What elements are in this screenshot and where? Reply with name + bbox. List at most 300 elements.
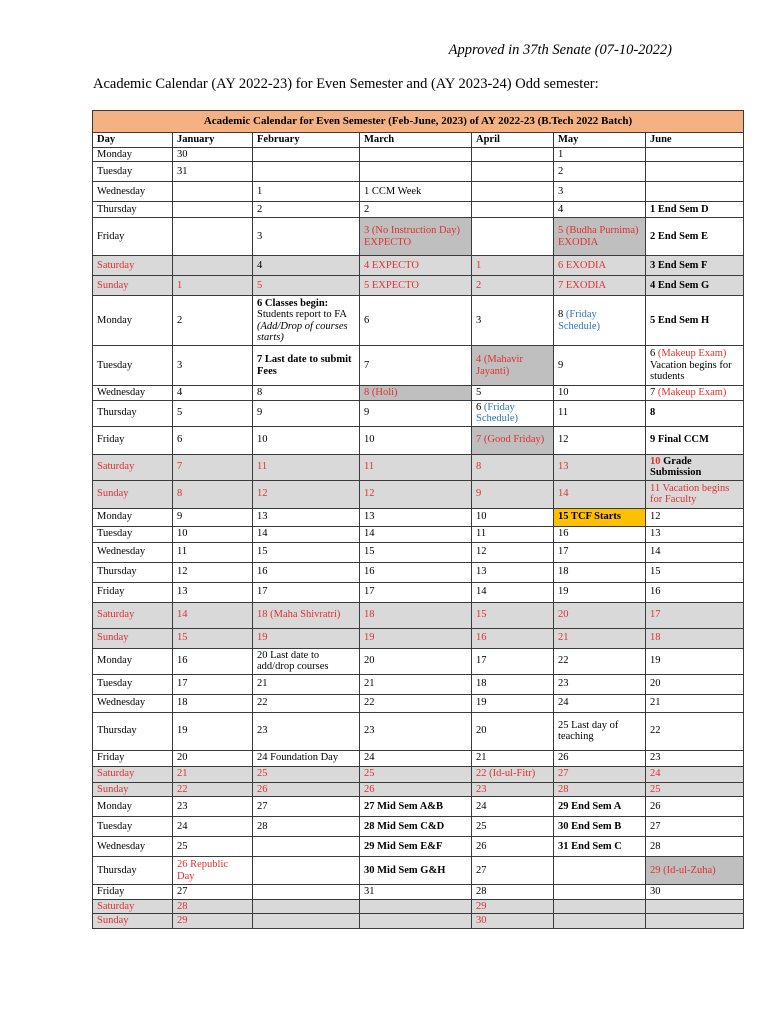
march-cell: 12 [360,480,472,508]
header-day: Day [93,133,173,148]
may-cell: 14 [554,480,646,508]
june-cell: 5 End Sem H [646,296,744,346]
march-cell: 16 [360,562,472,582]
june-cell [646,147,744,162]
february-cell: 16 [253,562,360,582]
day-cell: Sunday [93,782,173,797]
april-cell: 12 [472,542,554,562]
june-cell: 28 [646,837,744,857]
january-cell: 13 [173,582,253,602]
february-cell: 21 [253,674,360,694]
calendar-row [93,256,744,276]
entry-note: (Makeup Exam) [657,387,727,398]
january-cell [173,202,253,218]
january-cell: 15 [173,628,253,648]
march-cell [360,147,472,162]
march-cell: 27 Mid Sem A&B [360,797,472,817]
february-cell: 23 [253,712,360,750]
april-cell: 10 [472,508,554,526]
april-cell [472,218,554,256]
march-cell: 3 (No Instruction Day) EXPECTO [360,218,472,256]
entry-number: 6 [257,297,263,309]
june-cell: 25 [646,782,744,797]
january-cell: 10 [173,526,253,542]
entry-note: (Friday Schedule) [476,401,518,424]
calendar-row [93,562,744,582]
april-cell: 21 [472,750,554,766]
calendar-row [93,400,744,426]
entry-text: Vacation begins for students [650,359,732,383]
calendar-row [93,602,744,628]
calendar-row [93,914,744,929]
day-cell: Tuesday [93,817,173,837]
day-cell: Wednesday [93,542,173,562]
march-cell: 18 [360,602,472,628]
march-cell: 21 [360,674,472,694]
january-cell: 1 [173,276,253,296]
june-cell: 2 End Sem E [646,218,744,256]
calendar-row [93,782,744,797]
march-cell: 8 (Holi) [360,386,472,401]
april-cell: 19 [472,694,554,712]
may-cell: 3 [554,182,646,202]
day-cell: Saturday [93,454,173,480]
june-cell: 8 [646,400,744,426]
may-cell: 17 [554,542,646,562]
day-cell: Friday [93,218,173,256]
april-cell: 26 [472,837,554,857]
day-cell: Thursday [93,562,173,582]
april-cell: 2 [472,276,554,296]
day-cell: Saturday [93,899,173,914]
april-cell: 5 [472,386,554,401]
may-cell [554,296,646,346]
june-cell: 19 [646,648,744,674]
february-cell [253,914,360,929]
calendar-row [93,346,744,386]
june-cell: 16 [646,582,744,602]
day-cell: Sunday [93,276,173,296]
may-cell: 6 EXODIA [554,256,646,276]
march-cell: 4 EXPECTO [360,256,472,276]
entry-number: 7 [650,387,656,398]
may-cell: 26 [554,750,646,766]
march-cell: 15 [360,542,472,562]
april-cell: 16 [472,628,554,648]
june-cell: 12 [646,508,744,526]
february-cell [253,837,360,857]
calendar-row [93,202,744,218]
april-cell: 7 (Good Friday) [472,426,554,454]
june-cell: 1 End Sem D [646,202,744,218]
entry-title: Grade Submission [650,455,702,478]
calendar-row [93,674,744,694]
january-cell: 14 [173,602,253,628]
april-cell [472,147,554,162]
calendar-row [93,454,744,480]
january-cell: 5 [173,400,253,426]
calendar-row [93,296,744,346]
march-cell: 2 [360,202,472,218]
january-cell: 24 [173,817,253,837]
may-cell: 21 [554,628,646,648]
entry-number: 10 [650,455,661,467]
may-cell: 23 [554,674,646,694]
june-cell [646,182,744,202]
june-cell: 14 [646,542,744,562]
march-cell: 29 Mid Sem E&F [360,837,472,857]
june-cell: 18 [646,628,744,648]
february-cell [253,857,360,885]
may-cell: 2 [554,162,646,182]
april-cell [472,202,554,218]
april-cell: 28 [472,885,554,900]
february-cell: 4 [253,256,360,276]
day-cell: Friday [93,885,173,900]
march-cell: 26 [360,782,472,797]
february-cell: 1 [253,182,360,202]
march-cell: 23 [360,712,472,750]
april-cell: 11 [472,526,554,542]
june-cell: 3 End Sem F [646,256,744,276]
day-cell: Tuesday [93,162,173,182]
january-cell [173,218,253,256]
january-cell: 2 [173,296,253,346]
february-cell: 18 (Maha Shivratri) [253,602,360,628]
header-february: February [253,133,360,148]
header-march: March [360,133,472,148]
january-cell: 25 [173,837,253,857]
june-cell: 17 [646,602,744,628]
day-cell: Sunday [93,914,173,929]
may-cell: 29 End Sem A [554,797,646,817]
april-cell: 24 [472,797,554,817]
may-cell [554,914,646,929]
calendar-row [93,857,744,885]
may-cell: 1 [554,147,646,162]
june-cell [646,386,744,401]
entry-number: 8 [558,309,564,320]
february-cell: 20 Last date to add/drop courses [253,648,360,674]
may-cell: 12 [554,426,646,454]
calendar-row [93,712,744,750]
january-cell [173,182,253,202]
march-cell: 30 Mid Sem G&H [360,857,472,885]
january-cell: 12 [173,562,253,582]
calendar-caption: Academic Calendar for Even Semester (Feb-June, 2023) of AY 2022-23 (B.Tech 2022 Batch) [93,111,744,133]
april-cell: 13 [472,562,554,582]
june-cell [646,162,744,182]
march-cell [360,899,472,914]
march-cell: 17 [360,582,472,602]
february-cell: 26 [253,782,360,797]
day-cell: Wednesday [93,837,173,857]
may-cell [554,899,646,914]
may-cell: 25 Last day of teaching [554,712,646,750]
march-cell: 28 Mid Sem C&D [360,817,472,837]
january-cell: 28 [173,899,253,914]
april-cell: 18 [472,674,554,694]
calendar-row [93,694,744,712]
march-cell: 20 [360,648,472,674]
april-cell: 29 [472,899,554,914]
january-cell: 21 [173,766,253,782]
day-cell: Tuesday [93,674,173,694]
june-cell: 27 [646,817,744,837]
january-cell: 30 [173,147,253,162]
april-cell: 9 [472,480,554,508]
day-cell: Thursday [93,400,173,426]
day-cell: Wednesday [93,386,173,401]
february-cell [253,147,360,162]
day-cell: Thursday [93,712,173,750]
may-cell: 27 [554,766,646,782]
january-cell: 29 [173,914,253,929]
january-cell [173,256,253,276]
february-cell: 14 [253,526,360,542]
january-cell: 22 [173,782,253,797]
march-cell: 13 [360,508,472,526]
calendar-row [93,766,744,782]
march-cell: 9 [360,400,472,426]
header-april: April [472,133,554,148]
entry-note: (Friday Schedule) [558,309,600,332]
february-cell: 5 [253,276,360,296]
march-cell: 6 [360,296,472,346]
day-cell: Monday [93,296,173,346]
header-row [93,133,744,148]
calendar-row [93,648,744,674]
february-cell: 10 [253,426,360,454]
calendar-row [93,797,744,817]
june-cell [646,914,744,929]
february-cell: 9 [253,400,360,426]
january-cell: 3 [173,346,253,386]
day-cell: Tuesday [93,346,173,386]
april-cell: 27 [472,857,554,885]
may-cell: 16 [554,526,646,542]
march-cell [360,162,472,182]
january-cell: 26 Republic Day [173,857,253,885]
february-cell: 27 [253,797,360,817]
june-cell: 9 Final CCM [646,426,744,454]
header-january: January [173,133,253,148]
may-cell: 5 (Budha Purnima) EXODIA [554,218,646,256]
june-cell: 13 [646,526,744,542]
march-cell: 25 [360,766,472,782]
january-cell: 9 [173,508,253,526]
march-cell: 5 EXPECTO [360,276,472,296]
march-cell: 14 [360,526,472,542]
may-cell: 31 End Sem C [554,837,646,857]
calendar-row [93,582,744,602]
day-cell: Wednesday [93,182,173,202]
april-cell: 20 [472,712,554,750]
day-cell: Sunday [93,480,173,508]
day-cell: Monday [93,147,173,162]
may-cell: 30 End Sem B [554,817,646,837]
june-cell [646,346,744,386]
january-cell: 23 [173,797,253,817]
march-cell: 11 [360,454,472,480]
june-cell: 26 [646,797,744,817]
day-cell: Friday [93,750,173,766]
calendar-row [93,750,744,766]
june-cell: 24 [646,766,744,782]
calendar-row [93,508,744,526]
march-cell: 24 [360,750,472,766]
may-cell: 22 [554,648,646,674]
february-cell: 7 Last date to submit Fees [253,346,360,386]
april-cell: 8 [472,454,554,480]
day-cell: Friday [93,426,173,454]
february-cell [253,162,360,182]
february-cell: 13 [253,508,360,526]
january-cell: 18 [173,694,253,712]
day-cell: Sunday [93,628,173,648]
june-cell: 22 [646,712,744,750]
june-cell: 29 (Id-ul-Zuha) [646,857,744,885]
february-cell [253,296,360,346]
april-cell: 4 (Mahavir Jayanti) [472,346,554,386]
may-cell [554,857,646,885]
may-cell: 18 [554,562,646,582]
calendar-row [93,837,744,857]
document-title: Academic Calendar (AY 2022-23) for Even Semester and (AY 2023-24) Odd semester: [93,76,599,92]
day-cell: Monday [93,797,173,817]
calendar-row [93,386,744,401]
february-cell: 28 [253,817,360,837]
day-cell: Tuesday [93,526,173,542]
day-cell: Thursday [93,202,173,218]
june-cell [646,454,744,480]
may-cell: 28 [554,782,646,797]
april-cell [472,400,554,426]
may-cell: 19 [554,582,646,602]
february-cell: 8 [253,386,360,401]
january-cell: 20 [173,750,253,766]
february-cell: 24 Foundation Day [253,750,360,766]
april-cell [472,162,554,182]
header-may: May [554,133,646,148]
february-cell: 2 [253,202,360,218]
january-cell: 4 [173,386,253,401]
april-cell: 15 [472,602,554,628]
entry-number: 6 [650,348,656,360]
february-cell: 11 [253,454,360,480]
february-cell: 19 [253,628,360,648]
march-cell: 1 CCM Week [360,182,472,202]
calendar-row [93,885,744,900]
day-cell: Friday [93,582,173,602]
senate-approval-note: Approved in 37th Senate (07-10-2022) [448,42,672,58]
calendar-row [93,182,744,202]
january-cell: 16 [173,648,253,674]
may-cell: 10 [554,386,646,401]
calendar-row [93,542,744,562]
entry-number: 6 [476,401,482,413]
calendar-row [93,899,744,914]
calendar-row [93,480,744,508]
february-cell: 12 [253,480,360,508]
april-cell: 3 [472,296,554,346]
june-cell: 11 Vacation begins for Faculty [646,480,744,508]
calendar-row [93,162,744,182]
march-cell: 10 [360,426,472,454]
june-cell: 21 [646,694,744,712]
calendar-row [93,218,744,256]
day-cell: Saturday [93,766,173,782]
april-cell: 1 [472,256,554,276]
may-cell: 7 EXODIA [554,276,646,296]
june-cell: 23 [646,750,744,766]
march-cell: 22 [360,694,472,712]
january-cell: 31 [173,162,253,182]
march-cell [360,914,472,929]
january-cell: 27 [173,885,253,900]
january-cell: 17 [173,674,253,694]
may-cell: 24 [554,694,646,712]
february-cell: 15 [253,542,360,562]
calendar-row [93,526,744,542]
february-cell: 22 [253,694,360,712]
entry-note: (Makeup Exam) [657,348,727,360]
day-cell: Wednesday [93,694,173,712]
april-cell: 23 [472,782,554,797]
may-cell: 20 [554,602,646,628]
may-cell: 4 [554,202,646,218]
academic-calendar-table [92,110,744,929]
may-cell: 15 TCF Starts [554,508,646,526]
april-cell: 14 [472,582,554,602]
february-cell [253,899,360,914]
entry-note: (Add/Drop of courses starts) [257,320,348,343]
may-cell: 9 [554,346,646,386]
day-cell: Thursday [93,857,173,885]
march-cell: 31 [360,885,472,900]
april-cell: 22 (Id-ul-Fitr) [472,766,554,782]
june-cell [646,899,744,914]
day-cell: Saturday [93,256,173,276]
calendar-row [93,628,744,648]
march-cell: 19 [360,628,472,648]
february-cell: 17 [253,582,360,602]
january-cell: 6 [173,426,253,454]
january-cell: 8 [173,480,253,508]
entry-title: Classes begin: [264,297,329,309]
april-cell: 25 [472,817,554,837]
april-cell: 30 [472,914,554,929]
january-cell: 19 [173,712,253,750]
may-cell: 11 [554,400,646,426]
june-cell: 30 [646,885,744,900]
may-cell [554,885,646,900]
day-cell: Monday [93,508,173,526]
june-cell: 15 [646,562,744,582]
february-cell: 3 [253,218,360,256]
june-cell: 4 End Sem G [646,276,744,296]
january-cell: 7 [173,454,253,480]
entry-text: Students report to FA [257,309,347,320]
header-june: June [646,133,744,148]
day-cell: Saturday [93,602,173,628]
calendar-row [93,276,744,296]
calendar-row [93,817,744,837]
june-cell: 20 [646,674,744,694]
february-cell: 25 [253,766,360,782]
may-cell: 13 [554,454,646,480]
march-cell: 7 [360,346,472,386]
